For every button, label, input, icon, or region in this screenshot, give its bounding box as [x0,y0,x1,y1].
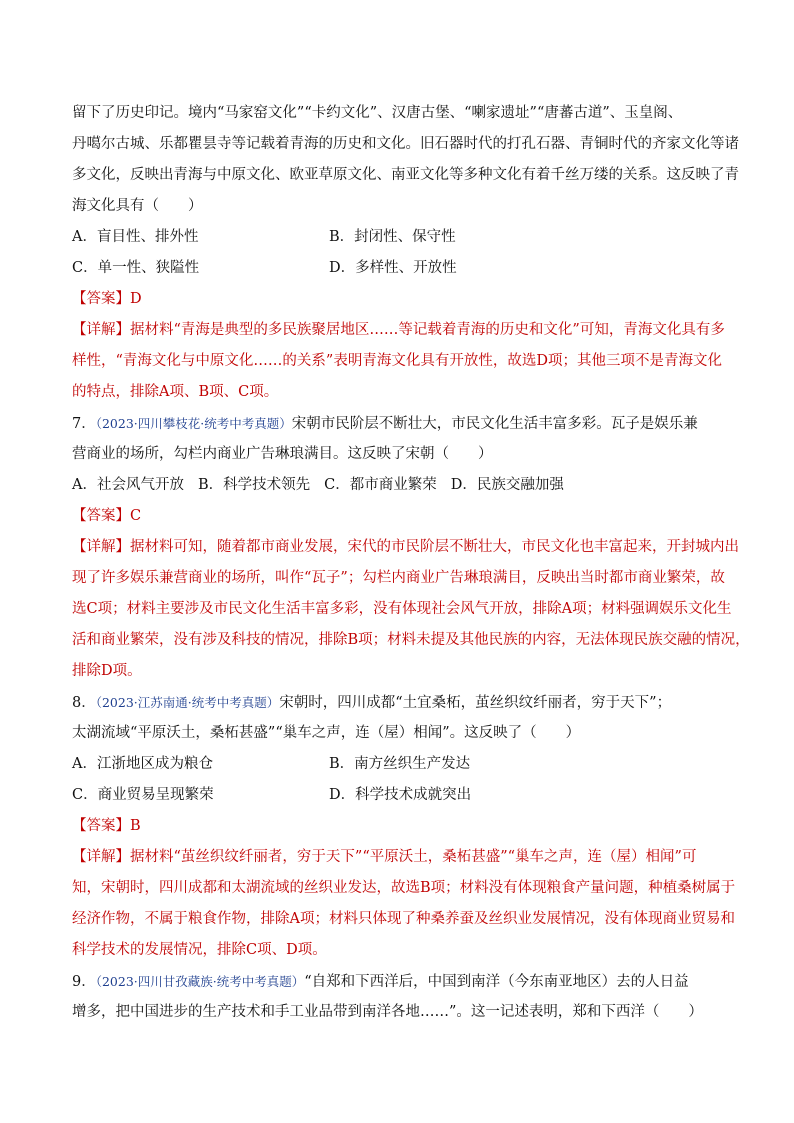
question-stem-line: 海文化具有（ ） [72,198,203,214]
option-c: C．商业贸易呈现繁荣 [72,787,214,803]
options-row [72,222,722,253]
detail-line: 知，宋朝时，四川成都和太湖流域的丝织业发达，故选B项；材料没有体现粮食产量问题，种植桑树属于 [72,880,736,896]
question-stem-line: 丹噶尔古城、乐都瞿昙寺等记载着青海的历史和文化。旧石器时代的打孔石器、青铜时代的齐家文化等诸 [72,136,739,152]
answer-value: D [130,291,142,307]
answer-label: 【答案】 [72,291,130,307]
option-c: C．单一性、狭隘性 [72,260,200,276]
question-source: （2023·江苏南通·统考中考真题） [95,695,280,710]
detail-line: 活和商业繁荣，没有涉及科技的情况，排除B项；材料未提及其他民族的内容，无法体现民族交融的情况， [72,632,750,648]
answer-line [72,284,722,315]
option-a: A．社会风气开放 [72,477,184,493]
option-d: D．民族交融加强 [450,477,564,493]
question-stem-line: 留下了历史印记。境内“马家窑文化”“卡约文化”、汉唐古堡、“喇家遗址”“唐蕃古道”、玉皇阁、 [72,105,683,121]
option-a: A．江浙地区成为粮仓 [72,756,213,772]
question-stem-text: 宋朝时，四川成都“土宜桑柘，茧丝织纹纤丽者，穷于天下”； [279,695,672,711]
question-stem-text: 宋朝市民阶层不断壮大，市民文化生活丰富多彩。瓦子是娱乐兼 [291,416,698,432]
answer-label: 【答案】 [72,508,130,524]
detail-line: 现了许多娱乐兼营商业的场所，叫作“瓦子”；勾栏内商业广告琳琅满目，反映出当时都市商业繁荣，故 [72,570,725,586]
option-b: B．科学技术领先 [197,477,311,493]
detail-label: 【详解】 [72,539,130,555]
detail-line: 的特点，排除A项、B项、C项。 [72,384,279,400]
question-source: （2023·四川甘孜藏族·统考中考真题） [95,974,305,989]
detail-text: 据材料“青海是典型的多民族聚居地区……等记载着青海的历史和文化”可知，青海文化具有多 [130,322,725,338]
answer-line [72,811,722,842]
detail-line [72,532,739,563]
detail-label: 【详解】 [72,849,130,865]
question-number: 8． [72,695,96,711]
option-c: C．都市商业繁荣 [324,477,437,493]
options-row [72,780,722,811]
question-7 [72,408,750,687]
question-stem-line: 增多，把中国进步的生产技术和手工业品带到南洋各地……”。这一记述表明，郑和下西洋（ ） [72,1004,703,1020]
detail-line: 排除D项。 [72,663,142,679]
detail-label: 【详解】 [72,322,130,338]
question-stem-line [72,687,722,718]
question-6 [72,98,739,408]
detail-text: 据材料“茧丝织纹纤丽者，穷于天下”“平原沃土，桑柘甚盛”“巢车之声，连（屋）相闻”可 [130,849,697,865]
detail-line [72,315,725,346]
options-row [72,749,722,780]
option-b: B．南方丝织生产发达 [329,756,471,772]
answer-label: 【答案】 [72,818,130,834]
answer-line [72,501,722,532]
question-source: （2023·四川攀枝花·统考中考真题） [95,416,292,431]
question-stem-line: 太湖流域“平原沃土，桑柘甚盛”“巢车之声，连（屋）相闻”。这反映了（ ） [72,725,581,741]
detail-text: 据材料可知，随着都市商业发展，宋代的市民阶层不断壮大，市民文化也丰富起来，开封城内出 [130,539,739,555]
question-number: 9． [72,974,96,990]
option-d: D．多样性、开放性 [329,260,457,276]
option-b: B．封闭性、保守性 [329,229,456,245]
detail-line: 经济作物，不属于粮食作物，排除A项；材料只体现了种桑养蚕及丝织业发展情况，没有体现商业贸易和 [72,911,735,927]
question-stem-line [72,966,722,997]
detail-line: 选C项；材料主要涉及市民文化生活丰富多彩，没有体现社会风气开放，排除A项；材料强调娱乐文化生 [72,601,732,617]
option-a: A．盲目性、排外性 [72,229,199,245]
detail-line [72,842,722,873]
detail-line: 科学技术的发展情况，排除C项、D项。 [72,942,327,958]
detail-line: 样性，“青海文化与中原文化……的关系”表明青海文化具有开放性，故选D项；其他三项不是青海文化 [72,353,722,369]
document-page [72,98,750,1028]
answer-value: B [130,818,141,834]
question-stem-line: 多文化，反映出青海与中原文化、欧亚草原文化、南亚文化等多种文化有着千丝万缕的关系。这反映了青 [72,167,739,183]
answer-value: C [130,508,142,524]
question-stem-line [72,408,722,439]
options-row [72,253,722,284]
option-d: D．科学技术成就突出 [329,787,472,803]
question-number: 7． [72,416,96,432]
options-row [72,470,722,501]
question-stem-line: 营商业的场所，勾栏内商业广告琳琅满目。这反映了宋朝（ ） [72,446,493,462]
question-9 [72,966,722,1028]
question-8 [72,687,736,966]
question-stem-text: “自郑和下西洋后，中国到南洋（今东南亚地区）去的人日益 [304,974,689,990]
